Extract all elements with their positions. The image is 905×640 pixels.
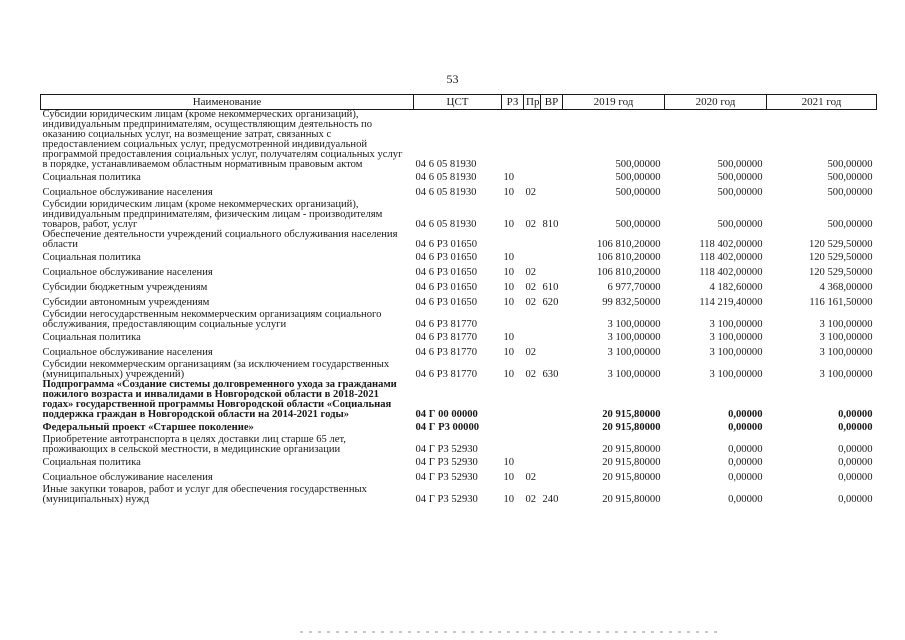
cell-vr (541, 265, 563, 280)
cell-2020: 3 100,00000 (709, 369, 763, 380)
cell-2021: 500,00000 (827, 187, 873, 198)
cell-pr: 02 (525, 187, 537, 198)
cell-vr (541, 345, 563, 360)
cell-name: Социальное обслуживание населения (42, 347, 213, 358)
cell-2020: 3 100,00000 (709, 319, 763, 330)
cell-2020: 500,00000 (717, 187, 763, 198)
cell-name: Подпрограмма «Создание системы долговременного ухода за гражданами пожилого возраста и инвалидами в Новгородской области в 2018-2021 годах» государственной программы Новгородской области «Социальная поддержка граждан в Новгородской области на 2014-2021 годы» (42, 379, 397, 420)
cell-pr (524, 250, 541, 265)
cell-pr: 02 (525, 494, 537, 505)
cell-vr (541, 310, 563, 330)
cell-name: Субсидии юридическим лицам (кроме некоммерческих организаций), индивидуальным предпринимателям, осуществляющим деятельность по оказанию социальных услуг, на возмещение затрат, связанных с предоставлением социальных услуг, предусмотренной индивидуальной программой предоставления социальных услуг, получателям социальных услуг в порядке, устанавливаемом областным нормативным правовым актом (42, 109, 403, 170)
cell-vr (541, 185, 563, 200)
table-row (41, 295, 877, 310)
cell-name: Социальное обслуживание населения (42, 472, 213, 483)
header-2020: 2020 год (665, 95, 767, 110)
cell-pr: 02 (525, 297, 537, 308)
cell-vr: 620 (542, 297, 559, 308)
cell-pr (524, 170, 541, 185)
cell-name: Социальная политика (42, 252, 141, 263)
cell-rz: 10 (503, 282, 515, 293)
cell-pr (524, 310, 541, 330)
cell-pr (524, 420, 541, 435)
cell-2021: 3 100,00000 (819, 347, 873, 358)
table-row (41, 455, 877, 470)
table-row (41, 345, 877, 360)
cell-2020: 500,00000 (717, 159, 763, 170)
cell-rz: 10 (503, 267, 515, 278)
cell-vr (541, 435, 563, 455)
cell-name: Социальное обслуживание населения (42, 187, 213, 198)
cell-2021: 3 100,00000 (819, 332, 873, 343)
cell-2019: 20 915,80000 (602, 422, 661, 433)
cell-2021: 0,00000 (838, 409, 873, 420)
table-row (41, 330, 877, 345)
cell-2020: 118 402,00000 (699, 252, 763, 263)
table-row (41, 485, 877, 505)
table-body (41, 110, 877, 506)
cell-cst: 04 Г 00 00000 (415, 409, 478, 420)
cell-2019: 3 100,00000 (607, 347, 661, 358)
cell-2021: 120 529,50000 (808, 267, 873, 278)
cell-cst: 04 6 05 81930 (415, 172, 477, 183)
cell-name: Приобретение автотранспорта в целях доставки лиц старше 65 лет, проживающих в сельской местности, в медицинские организации (42, 434, 346, 455)
cell-vr: 240 (542, 494, 559, 505)
cell-2019: 500,00000 (615, 187, 661, 198)
table-row (41, 420, 877, 435)
cell-cst: 04 6 Р3 81770 (415, 347, 478, 358)
cell-2019: 3 100,00000 (607, 319, 661, 330)
header-2021: 2021 год (767, 95, 877, 110)
cell-rz: 10 (503, 187, 515, 198)
cell-2021: 4 368,00000 (819, 282, 873, 293)
cell-2019: 106 810,20000 (596, 252, 661, 263)
table-row (41, 110, 877, 171)
cell-cst: 04 Г Р3 52930 (415, 444, 478, 455)
cell-2019: 20 915,80000 (602, 444, 661, 455)
table-row (41, 185, 877, 200)
cell-2019: 106 810,20000 (596, 267, 661, 278)
page-number: 53 (446, 72, 459, 86)
cell-2019: 20 915,80000 (602, 409, 661, 420)
table-row (41, 265, 877, 280)
cell-name: Субсидии автономным учреждениям (42, 297, 210, 308)
cell-rz (502, 230, 524, 250)
cell-2021: 0,00000 (838, 494, 873, 505)
cell-2021: 0,00000 (838, 472, 873, 483)
table-header-row (41, 95, 877, 110)
cell-name: Субсидии негосударственным некоммерческим организациям социального обслуживания, предоставляющим социальные услуги (42, 309, 382, 330)
cell-cst: 04 6 05 81930 (415, 219, 477, 230)
cell-pr (524, 330, 541, 345)
cell-vr (541, 250, 563, 265)
cell-2021: 120 529,50000 (808, 239, 873, 250)
cell-cst: 04 Г Р3 52930 (415, 457, 478, 468)
cell-cst: 04 6 05 81930 (415, 187, 477, 198)
cell-2021: 0,00000 (838, 444, 873, 455)
cell-2020: 118 402,00000 (699, 267, 763, 278)
cell-name: Иные закупки товаров, работ и услуг для обеспечения государственных (муниципальных) нужд (42, 484, 367, 505)
table-row (41, 170, 877, 185)
cell-name: Социальное обслуживание населения (42, 267, 213, 278)
cell-2019: 500,00000 (615, 172, 661, 183)
cell-rz (502, 420, 524, 435)
cell-2019: 106 810,20000 (596, 239, 661, 250)
cell-vr (541, 110, 563, 171)
cell-2020: 500,00000 (717, 219, 763, 230)
cell-vr (541, 330, 563, 345)
table-row (41, 470, 877, 485)
cell-rz: 10 (503, 172, 515, 183)
cell-2021: 120 529,50000 (808, 252, 873, 263)
cell-cst: 04 Г Р3 52930 (415, 494, 478, 505)
cell-cst: 04 Г Р3 00000 (415, 422, 480, 433)
table-row (41, 250, 877, 265)
cell-2020: 3 100,00000 (709, 332, 763, 343)
cell-pr (524, 110, 541, 171)
table-row (41, 435, 877, 455)
table-row (41, 280, 877, 295)
cell-pr (524, 230, 541, 250)
cell-cst: 04 6 Р3 01650 (415, 239, 478, 250)
cell-2019: 6 977,70000 (607, 282, 661, 293)
cell-2020: 0,00000 (728, 494, 763, 505)
cell-cst: 04 6 Р3 01650 (415, 282, 478, 293)
cell-cst: 04 6 Р3 81770 (415, 369, 478, 380)
cell-2019: 500,00000 (615, 159, 661, 170)
header-2019: 2019 год (563, 95, 665, 110)
cell-pr (524, 380, 541, 420)
cell-vr: 810 (542, 219, 559, 230)
cell-2021: 500,00000 (827, 219, 873, 230)
cell-2019: 20 915,80000 (602, 457, 661, 468)
cell-rz (502, 380, 524, 420)
cell-2020: 114 219,40000 (699, 297, 763, 308)
table-row (41, 360, 877, 380)
cell-name: Субсидии юридическим лицам (кроме некоммерческих организаций), индивидуальным предпринимателям, физическим лицам - производителям товаров, работ, услуг (42, 199, 383, 230)
header-pr: Пр (524, 95, 541, 110)
cell-2020: 3 100,00000 (709, 347, 763, 358)
cell-2020: 0,00000 (728, 457, 763, 468)
cell-2019: 20 915,80000 (602, 472, 661, 483)
cell-rz (502, 110, 524, 171)
cell-cst: 04 6 Р3 01650 (415, 252, 478, 263)
cell-2020: 500,00000 (717, 172, 763, 183)
cell-vr: 610 (542, 282, 559, 293)
cell-cst: 04 6 Р3 01650 (415, 267, 478, 278)
cell-2021: 0,00000 (838, 457, 873, 468)
cell-cst: 04 6 05 81930 (415, 159, 477, 170)
header-name: Наименование (41, 95, 414, 110)
cell-name: Обеспечение деятельности учреждений социального обслуживания населения области (42, 229, 398, 250)
cell-name: Федеральный проект «Старшее поколение» (42, 422, 254, 433)
cell-vr (541, 420, 563, 435)
table-row (41, 200, 877, 230)
cell-rz: 10 (503, 347, 515, 358)
table-row (41, 310, 877, 330)
cell-rz: 10 (503, 457, 515, 468)
cell-rz (502, 435, 524, 455)
cell-2020: 0,00000 (728, 422, 763, 433)
cell-name: Социальная политика (42, 332, 141, 343)
cell-rz: 10 (503, 252, 515, 263)
cell-2021: 3 100,00000 (819, 369, 873, 380)
header-rz: РЗ (502, 95, 524, 110)
cell-name: Субсидии бюджетным учреждениям (42, 282, 208, 293)
cell-vr (541, 470, 563, 485)
cell-rz: 10 (503, 219, 515, 230)
cell-name: Социальная политика (42, 172, 141, 183)
cell-vr (541, 230, 563, 250)
cell-pr: 02 (525, 219, 537, 230)
cell-rz: 10 (503, 332, 515, 343)
cell-pr: 02 (525, 369, 537, 380)
cell-vr (541, 380, 563, 420)
cell-vr (541, 455, 563, 470)
cell-name: Субсидии некоммерческим организациям (за исключением государственных (муниципальных) учреждений) (42, 359, 390, 380)
cell-2019: 20 915,80000 (602, 494, 661, 505)
cell-rz: 10 (503, 494, 515, 505)
cell-pr (524, 435, 541, 455)
cell-2021: 116 161,50000 (809, 297, 873, 308)
cell-vr (541, 170, 563, 185)
cell-2019: 99 832,50000 (602, 297, 661, 308)
cell-pr: 02 (525, 472, 537, 483)
cell-rz: 10 (503, 369, 515, 380)
table-row (41, 230, 877, 250)
cell-2019: 3 100,00000 (607, 332, 661, 343)
cell-cst: 04 6 Р3 01650 (415, 297, 478, 308)
cell-name: Социальная политика (42, 457, 141, 468)
cell-pr (524, 455, 541, 470)
budget-table (40, 94, 877, 505)
cell-2020: 118 402,00000 (699, 239, 763, 250)
cell-cst: 04 Г Р3 52930 (415, 472, 478, 483)
scan-artifact (300, 631, 720, 633)
cell-cst: 04 6 Р3 81770 (415, 332, 478, 343)
cell-2019: 500,00000 (615, 219, 661, 230)
cell-2021: 500,00000 (827, 159, 873, 170)
cell-2020: 0,00000 (728, 444, 763, 455)
cell-rz: 10 (503, 297, 515, 308)
cell-pr: 02 (525, 347, 537, 358)
cell-2020: 0,00000 (728, 409, 763, 420)
cell-cst: 04 6 Р3 81770 (415, 319, 478, 330)
cell-2019: 3 100,00000 (607, 369, 661, 380)
cell-2021: 3 100,00000 (819, 319, 873, 330)
header-cst: ЦСТ (414, 95, 502, 110)
cell-2020: 4 182,60000 (709, 282, 763, 293)
cell-pr: 02 (525, 282, 537, 293)
cell-vr: 630 (542, 369, 559, 380)
cell-2020: 0,00000 (728, 472, 763, 483)
cell-rz (502, 310, 524, 330)
table-row (41, 380, 877, 420)
cell-2021: 0,00000 (838, 422, 873, 433)
cell-rz: 10 (503, 472, 515, 483)
cell-pr: 02 (525, 267, 537, 278)
cell-2021: 500,00000 (827, 172, 873, 183)
header-vr: ВР (541, 95, 563, 110)
